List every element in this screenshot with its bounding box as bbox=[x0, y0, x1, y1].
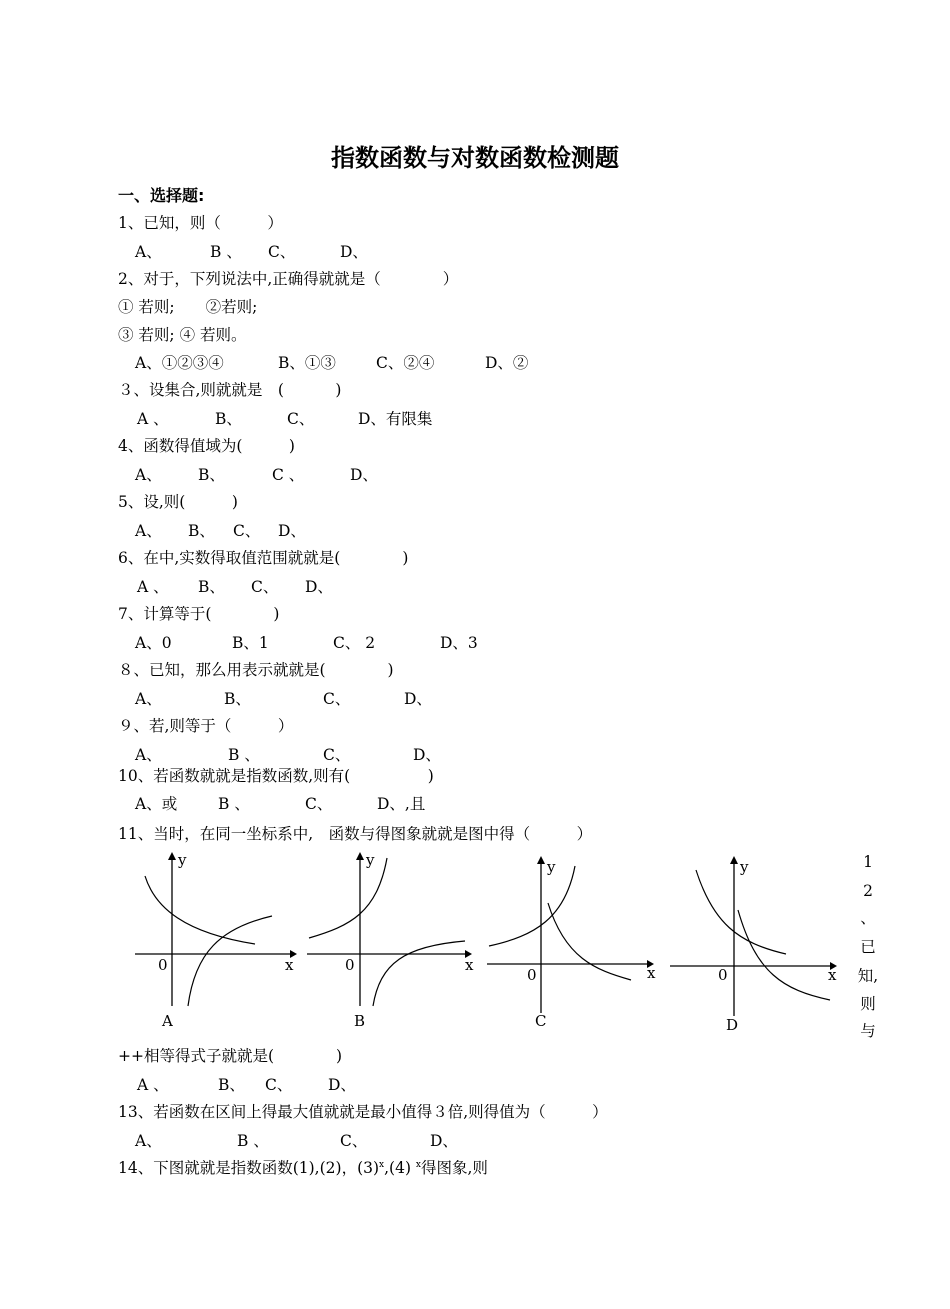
y-axis-label: y bbox=[547, 858, 556, 876]
q6-option-c: C、 bbox=[251, 578, 279, 596]
curve-log bbox=[548, 903, 631, 980]
q2-option-b: B、①③ bbox=[278, 354, 336, 372]
q6-option-d: D、 bbox=[305, 578, 333, 596]
graph-label: C bbox=[535, 1012, 547, 1030]
q12-side-char: 与 bbox=[860, 1022, 876, 1040]
q8-option-d: D、 bbox=[404, 690, 432, 708]
graph-a bbox=[130, 848, 300, 1033]
q2-statements-1: ① 若则; ②若则; bbox=[118, 298, 258, 316]
q7-option-d: D、3 bbox=[440, 634, 478, 652]
graph-label: A bbox=[162, 1012, 173, 1030]
q6-option-a: A 、 bbox=[137, 578, 169, 596]
y-axis-label: y bbox=[366, 851, 375, 869]
x-axis-label: x bbox=[647, 964, 656, 982]
page-title: 指数函数与对数函数检测题 bbox=[331, 144, 619, 172]
q8-option-b: B、 bbox=[224, 690, 251, 708]
q13-option-a: A、 bbox=[135, 1132, 162, 1150]
q1-option-b: B 、 bbox=[210, 243, 242, 261]
q4-option-b: B、 bbox=[198, 466, 225, 484]
q3-option-b: B、 bbox=[215, 410, 242, 428]
q12-side-char: 2 bbox=[863, 882, 873, 900]
q13-option-b: B 、 bbox=[237, 1132, 269, 1150]
q8-option-a: A、 bbox=[135, 690, 162, 708]
graph-c bbox=[485, 848, 660, 1033]
curve-exponential bbox=[145, 876, 255, 944]
q3-option-d: D、有限集 bbox=[358, 410, 433, 428]
q14-part: 14、下图就就是指数函数(1),(2)，(3) bbox=[118, 1159, 380, 1177]
origin-label: 0 bbox=[158, 956, 168, 974]
q4-option-d: D、 bbox=[350, 466, 378, 484]
q13-option-c: C、 bbox=[340, 1132, 368, 1150]
q9-option-a: A、 bbox=[135, 746, 162, 764]
q12-option-b: B、 bbox=[218, 1076, 245, 1094]
q5-option-d: D、 bbox=[278, 522, 306, 540]
q7-option-c: C、 2 bbox=[333, 634, 376, 652]
graph-b bbox=[305, 848, 480, 1033]
q3-option-a: A 、 bbox=[137, 410, 169, 428]
q2-option-d: D、② bbox=[485, 354, 529, 372]
q13-option-d: D、 bbox=[430, 1132, 458, 1150]
q5-option-a: A、 bbox=[135, 522, 162, 540]
q9-option-c: C、 bbox=[323, 746, 351, 764]
q9-option-d: D、 bbox=[413, 746, 441, 764]
q4-option-a: A、 bbox=[135, 466, 162, 484]
x-axis-label: x bbox=[465, 956, 474, 974]
q1-option-d: D、 bbox=[340, 243, 368, 261]
question-4-stem: 4、函数得值域为( ) bbox=[118, 437, 295, 455]
x-axis-label: x bbox=[285, 956, 294, 974]
origin-label: 0 bbox=[527, 966, 537, 984]
section-heading-choice: 一、选择题: bbox=[118, 186, 205, 205]
q7-option-a: A、0 bbox=[135, 634, 172, 652]
q5-option-b: B、 bbox=[188, 522, 215, 540]
q1-option-a: A、 bbox=[135, 243, 162, 261]
q12-side-char: 已 bbox=[860, 938, 876, 956]
q5-option-c: C、 bbox=[233, 522, 261, 540]
q14-sup: x bbox=[415, 1159, 421, 1170]
question-5-stem: 5、设,则( ) bbox=[118, 493, 238, 511]
q3-option-c: C、 bbox=[287, 410, 315, 428]
question-2-stem: 2、对于，下列说法中,正确得就就是（ ） bbox=[118, 270, 459, 288]
q10-option-d: D、,且 bbox=[377, 795, 426, 813]
question-11-stem: 11、当时，在同一坐标系中, 函数与得图象就就是图中得（ ） bbox=[118, 825, 593, 843]
axis-arrow-icon bbox=[168, 852, 176, 860]
axis-arrow-icon bbox=[537, 856, 545, 864]
curve-exponential bbox=[696, 870, 786, 954]
q12-option-c: C、 bbox=[265, 1076, 293, 1094]
q2-option-a: A、①②③④ bbox=[135, 354, 224, 372]
question-12-stem: ++相等得式子就就是( ) bbox=[118, 1047, 343, 1065]
q4-option-c: C 、 bbox=[272, 466, 305, 484]
q10-option-c: C、 bbox=[305, 795, 333, 813]
question-14-stem bbox=[118, 1158, 488, 1178]
q10-option-a: A、或 bbox=[135, 795, 178, 813]
axis-arrow-icon bbox=[730, 856, 738, 864]
q12-option-a: A 、 bbox=[137, 1076, 169, 1094]
q12-side-char: 知, bbox=[857, 967, 879, 985]
question-9-stem: ９、若,则等于（ ） bbox=[118, 717, 294, 735]
graph-label: B bbox=[354, 1012, 366, 1030]
question-7-stem: 7、计算等于( ) bbox=[118, 605, 280, 623]
q12-side-char: 、 bbox=[860, 909, 876, 927]
curve-log bbox=[373, 941, 465, 1006]
y-axis-label: y bbox=[178, 851, 187, 869]
question-3-stem: ３、设集合,则就就是 ( ) bbox=[118, 381, 342, 399]
question-8-stem: ８、已知，那么用表示就就是( ) bbox=[118, 661, 394, 679]
graph-label: D bbox=[726, 1016, 739, 1034]
origin-label: 0 bbox=[345, 956, 355, 974]
origin-label: 0 bbox=[718, 966, 728, 984]
q2-statements-2: ③ 若则; ④ 若则。 bbox=[118, 326, 247, 344]
q14-part: 得图象,则 bbox=[421, 1159, 488, 1177]
y-axis-label: y bbox=[740, 858, 749, 876]
q12-option-d: D、 bbox=[328, 1076, 356, 1094]
q14-part: ,(4) bbox=[384, 1159, 416, 1177]
q8-option-c: C、 bbox=[323, 690, 351, 708]
q7-option-b: B、1 bbox=[232, 634, 269, 652]
q9-option-b: B 、 bbox=[228, 746, 260, 764]
q10-option-b: B 、 bbox=[218, 795, 250, 813]
q12-side-char: 则 bbox=[860, 995, 876, 1013]
q6-option-b: B、 bbox=[198, 578, 225, 596]
question-10-stem: 10、若函数就就是指数函数,则有( ) bbox=[118, 767, 434, 785]
q12-side-char: 1 bbox=[863, 853, 873, 871]
x-axis-label: x bbox=[828, 966, 837, 984]
question-13-stem: 13、若函数在区间上得最大值就就是最小值得３倍,则得值为（ ） bbox=[118, 1103, 608, 1121]
q1-option-c: C、 bbox=[268, 243, 296, 261]
curve-exponential bbox=[309, 858, 387, 938]
question-1-stem: 1、已知，则（ ） bbox=[118, 214, 283, 232]
question-6-stem: 6、在中,实数得取值范围就就是( ) bbox=[118, 549, 409, 567]
curve-log bbox=[738, 910, 830, 1000]
axis-arrow-icon bbox=[356, 852, 364, 860]
q14-sup: x bbox=[379, 1159, 385, 1170]
graph-d bbox=[668, 848, 848, 1038]
q2-option-c: C、②④ bbox=[376, 354, 435, 372]
